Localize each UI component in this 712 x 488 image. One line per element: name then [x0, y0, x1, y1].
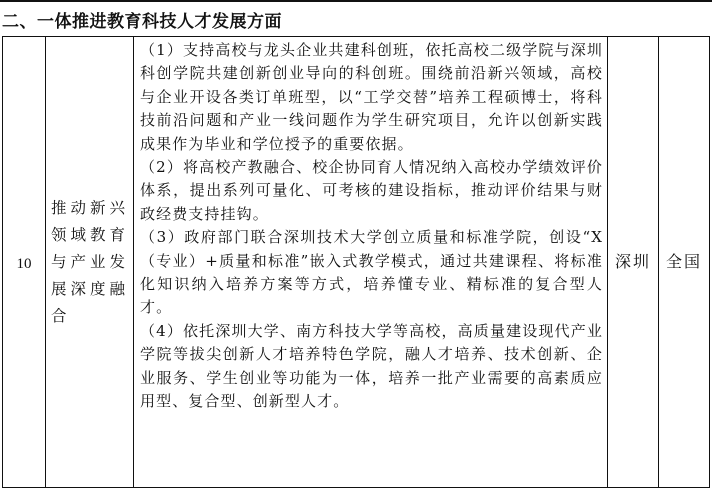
pilot-area: 深圳	[614, 252, 651, 271]
content-paragraph-2: （2）将高校产教融合、校企协同育人情况纳入高校办学绩效评价体系，提出系列可量化、可考核的建设指标，推动评价结果与财政经费支持挂钩。	[140, 158, 603, 223]
content-paragraph-3: （3）政府部门联合深圳技术大学创立质量和标准学院，创设“X（专业）+质量和标准”嵌入式教学模式，通过共建课程、将标准化知识纳入培养方案等方式，培养懂专业、精标准的复合型人才。	[140, 228, 603, 317]
measure-name-cell	[46, 37, 134, 488]
row-number: 10	[16, 255, 32, 272]
table-row	[3, 37, 710, 488]
policy-table	[2, 36, 710, 488]
measure-name: 推动新兴领域教育与产业发展深度融合	[51, 198, 130, 325]
content-paragraph-4: （4）依托深圳大学、南方科技大学等高校，高质量建设现代产业学院等拔尖创新人才培养特色学院，融人才培养、技术创新、企业服务、学生创业等功能为一体，培养一批产业需要的高素质应用型、复合型、创新型人才。	[140, 321, 603, 411]
measure-content-cell	[134, 37, 608, 488]
scope-cell	[659, 37, 710, 488]
scope: 全国	[665, 252, 702, 271]
section-heading: 二、一体推进教育科技人才发展方面	[0, 0, 712, 36]
content-paragraph-1: （1）支持高校与龙头企业共建科创班，依托高校二级学院与深圳科创学院共建创新创业导向的科创班。围绕前沿新兴领域，高校与企业开设各类订单班型，以“工学交替”培养工程硕博士，将科技前沿问题和产业一线问题作为学生研究项目，允许以创新实践成果作为毕业和学位授予的重要依据。	[140, 41, 603, 153]
row-number-cell	[3, 37, 46, 488]
pilot-area-cell	[608, 37, 659, 488]
